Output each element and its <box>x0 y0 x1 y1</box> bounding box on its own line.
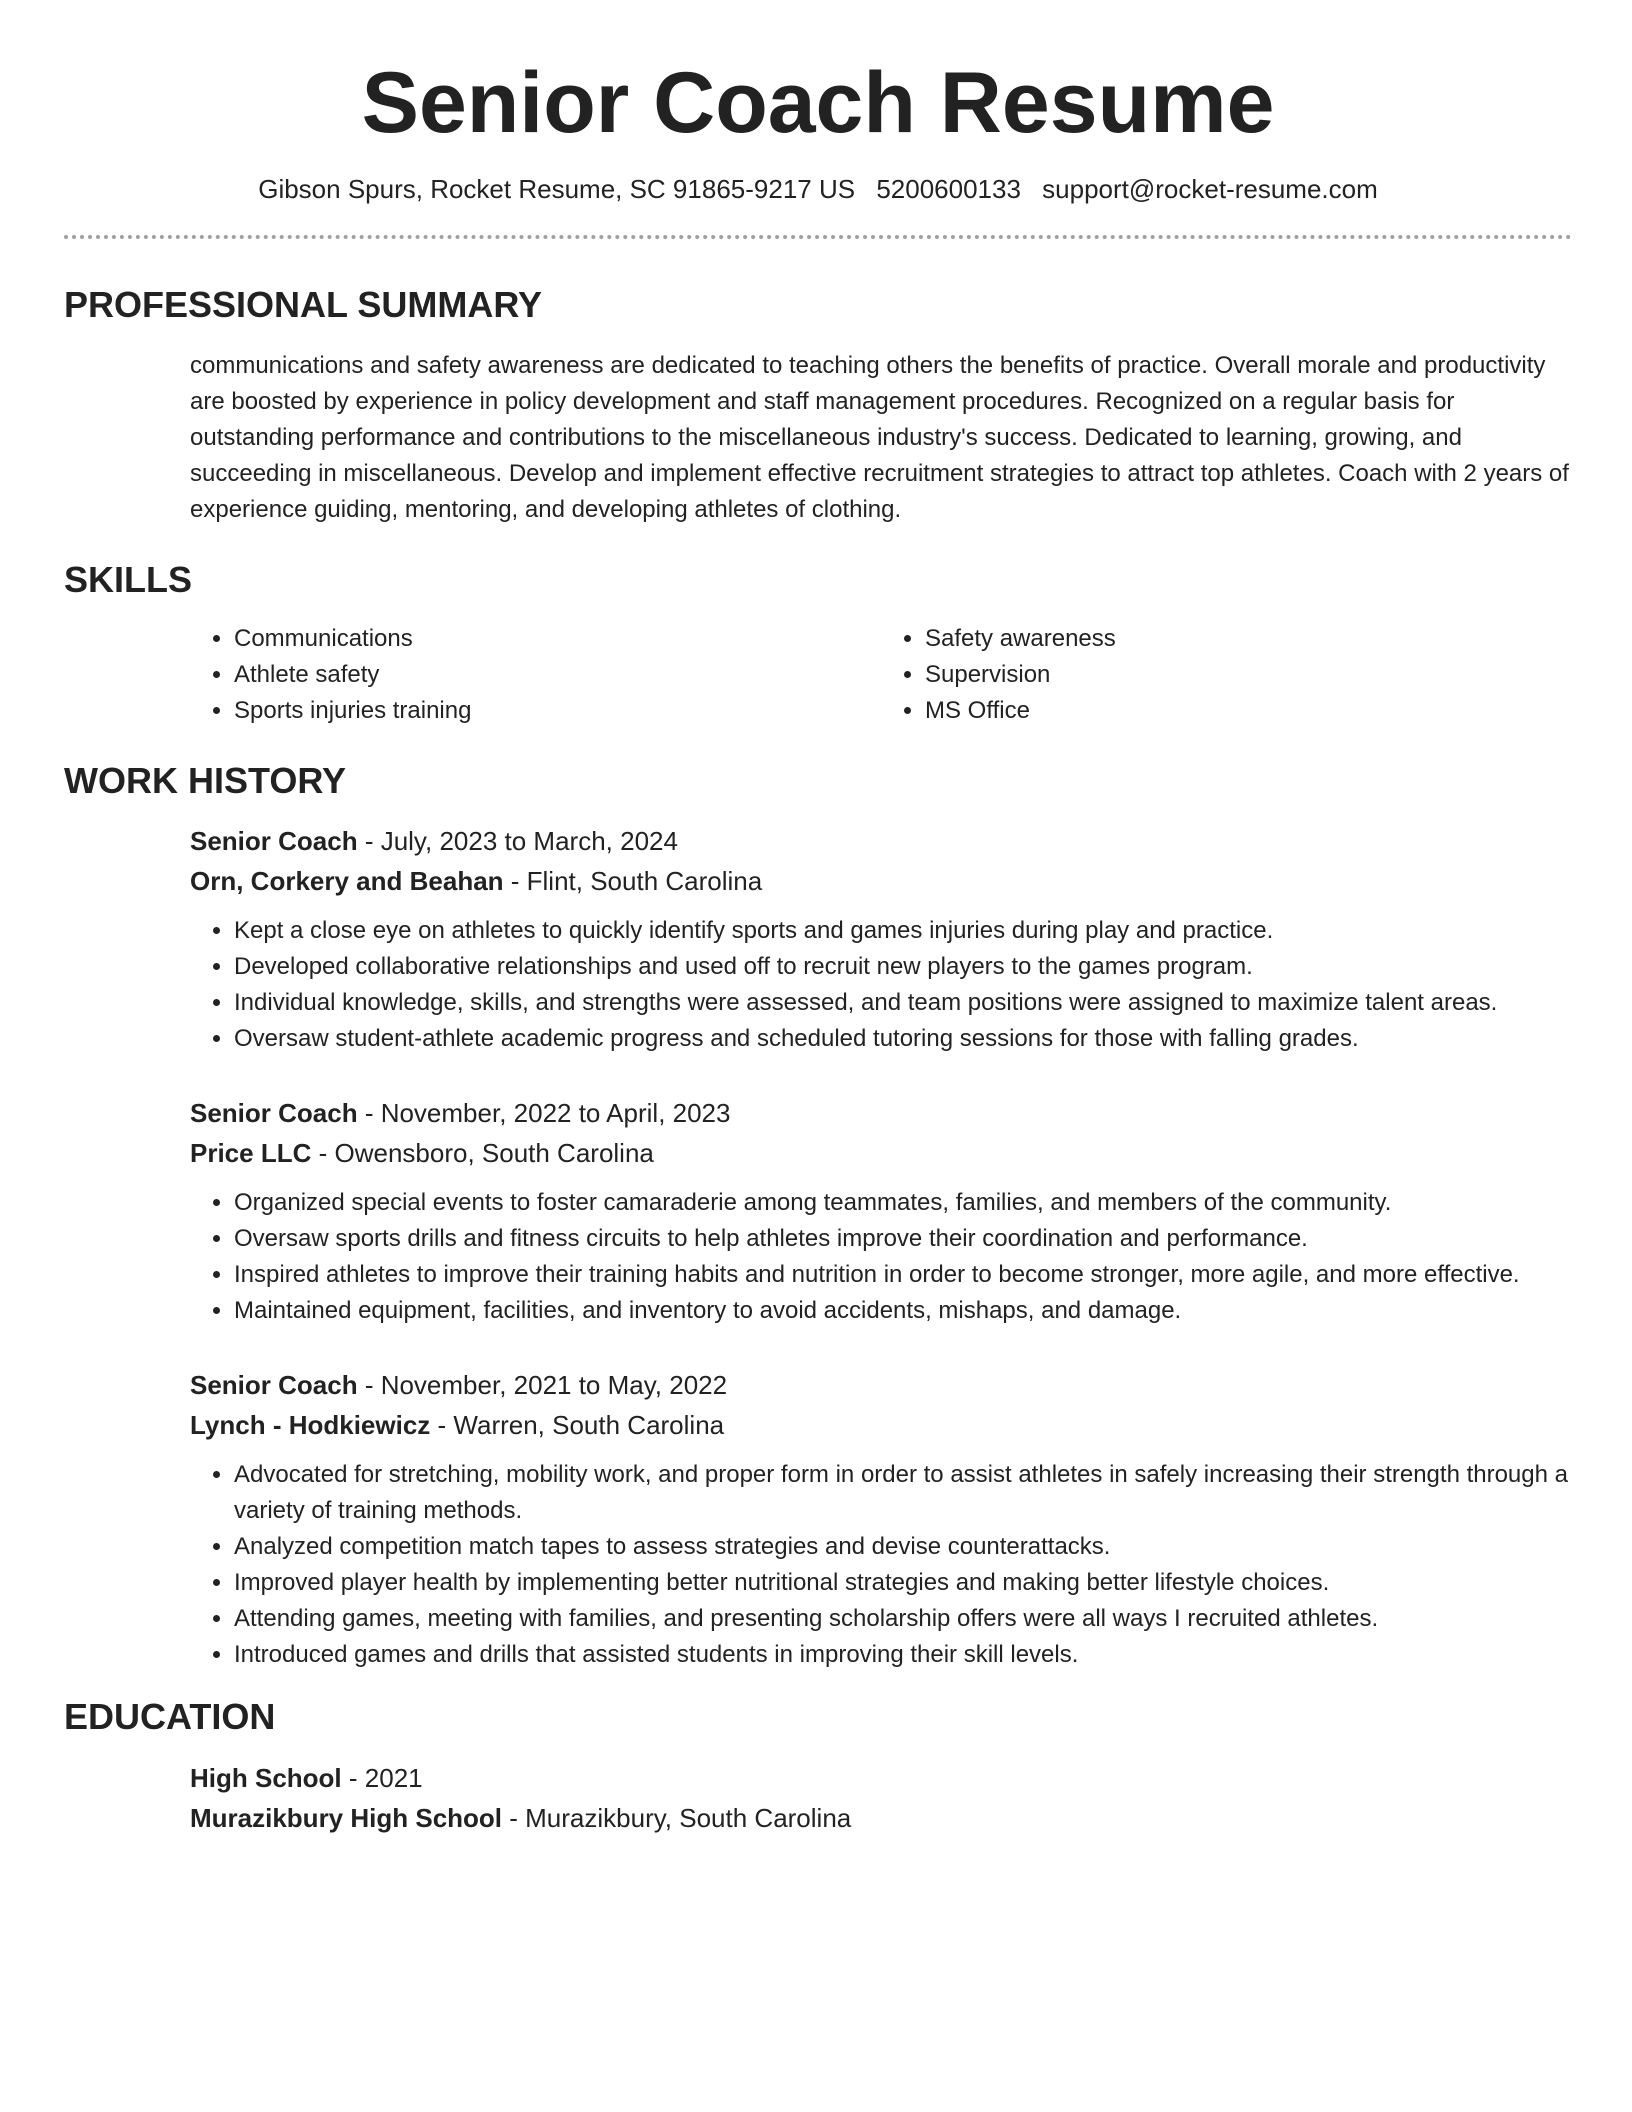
job-title: Senior Coach <box>190 1369 358 1400</box>
work-section <box>64 759 1572 1672</box>
skill-item: • Communications <box>234 621 881 657</box>
skills-list-left <box>190 621 881 729</box>
skills-section <box>64 558 1572 729</box>
job-dates: - July, 2023 to March, 2024 <box>357 825 678 856</box>
employer-name: Price LLC <box>190 1137 312 1168</box>
employer-line <box>190 861 1572 901</box>
job-bullet: • Attending games, meeting with families, and presenting scholarship offers were all ways I recruited athletes. <box>234 1601 1572 1637</box>
job-bullet: • Individual knowledge, skills, and strengths were assessed, and team positions were assigned to maximize talent areas. <box>234 985 1572 1021</box>
job-bullets <box>190 1185 1572 1329</box>
job-bullet: • Developed collaborative relationships and used off to recruit new players to the games program. <box>234 949 1572 985</box>
job-bullets <box>190 913 1572 1057</box>
contact-phone: 5200600133 <box>876 174 1021 205</box>
skills-list-right <box>881 621 1572 729</box>
school-name: Murazikbury High School <box>190 1802 503 1833</box>
job-entry <box>190 821 1572 1057</box>
skills-heading: SKILLS <box>64 559 193 601</box>
skill-item: • MS Office <box>925 693 1572 729</box>
job-bullet: • Oversaw student-athlete academic progress and scheduled tutoring sessions for those with falling grades. <box>234 1021 1572 1057</box>
summary-text: communications and safety awareness are dedicated to teaching others the benefits of practice. Overall morale and productivity are boosted by experience in policy development and staff management procedures. Recognized on a regular basis for outstanding performance and contributions to the miscellaneous industry's success. Dedicated to learning, growing, and succeeding in miscellaneous. Develop and implement effective recruitment strategies to attract top athletes. Coach with 2 years of experience guiding, mentoring, and developing athletes of clothing. <box>190 352 1569 524</box>
skill-item: • Athlete safety <box>234 657 881 693</box>
job-title: Senior Coach <box>190 1097 358 1128</box>
job-entry <box>190 1365 1572 1673</box>
employer-location: - Warren, South Carolina <box>430 1409 725 1440</box>
job-bullet: • Maintained equipment, facilities, and inventory to avoid accidents, mishaps, and damage. <box>234 1293 1572 1329</box>
summary-heading: PROFESSIONAL SUMMARY <box>64 283 543 325</box>
job-bullets <box>190 1457 1572 1673</box>
contact-line <box>64 173 1572 207</box>
skill-item: • Sports injuries training <box>234 693 881 729</box>
degree-year: - 2021 <box>341 1762 423 1793</box>
employer-line <box>190 1405 1572 1445</box>
school-line <box>190 1798 1572 1838</box>
job-dates: - November, 2021 to May, 2022 <box>357 1369 728 1400</box>
page-title: Senior Coach Resume <box>361 55 1275 151</box>
employer-name: Orn, Corkery and Beahan <box>190 865 504 896</box>
job-title-line <box>190 1093 1572 1133</box>
job-bullet: • Analyzed competition match tapes to assess strategies and devise counterattacks. <box>234 1529 1572 1565</box>
employer-location: - Flint, South Carolina <box>503 865 763 896</box>
education-heading: EDUCATION <box>64 1695 276 1737</box>
employer-name: Lynch - Hodkiewicz <box>190 1409 431 1440</box>
job-bullet: • Oversaw sports drills and fitness circuits to help athletes improve their coordination and performance. <box>234 1221 1572 1257</box>
education-section <box>64 1695 1572 1838</box>
job-bullet: • Inspired athletes to improve their training habits and nutrition in order to become stronger, more agile, and more effective. <box>234 1257 1572 1293</box>
header-divider <box>64 235 1572 239</box>
job-bullet: • Kept a close eye on athletes to quickly identify sports and games injuries during play and practice. <box>234 913 1572 949</box>
job-bullet: • Advocated for stretching, mobility work, and proper form in order to assist athletes in safely increasing their strength through a variety of training methods. <box>234 1457 1572 1529</box>
job-title-line <box>190 1365 1572 1405</box>
contact-address: Gibson Spurs, Rocket Resume, SC 91865-9217 US <box>258 174 856 205</box>
job-dates: - November, 2022 to April, 2023 <box>357 1097 731 1128</box>
job-bullet: • Organized special events to foster camaraderie among teammates, families, and members of the community. <box>234 1185 1572 1221</box>
job-title-line <box>190 821 1572 861</box>
degree-line <box>190 1758 1572 1798</box>
contact-email: support@rocket-resume.com <box>1042 174 1378 205</box>
job-bullet: • Introduced games and drills that assisted students in improving their skill levels. <box>234 1637 1572 1673</box>
resume-page <box>64 0 1572 1838</box>
employer-location: - Owensboro, South Carolina <box>311 1137 654 1168</box>
degree-name: High School <box>190 1762 342 1793</box>
school-location: - Murazikbury, South Carolina <box>502 1802 852 1833</box>
work-heading: WORK HISTORY <box>64 760 347 802</box>
job-title: Senior Coach <box>190 825 358 856</box>
summary-section <box>64 283 1572 528</box>
job-entry <box>190 1093 1572 1329</box>
employer-line <box>190 1133 1572 1173</box>
skill-item: • Safety awareness <box>925 621 1572 657</box>
skill-item: • Supervision <box>925 657 1572 693</box>
job-bullet: • Improved player health by implementing better nutritional strategies and making better lifestyle choices. <box>234 1565 1572 1601</box>
